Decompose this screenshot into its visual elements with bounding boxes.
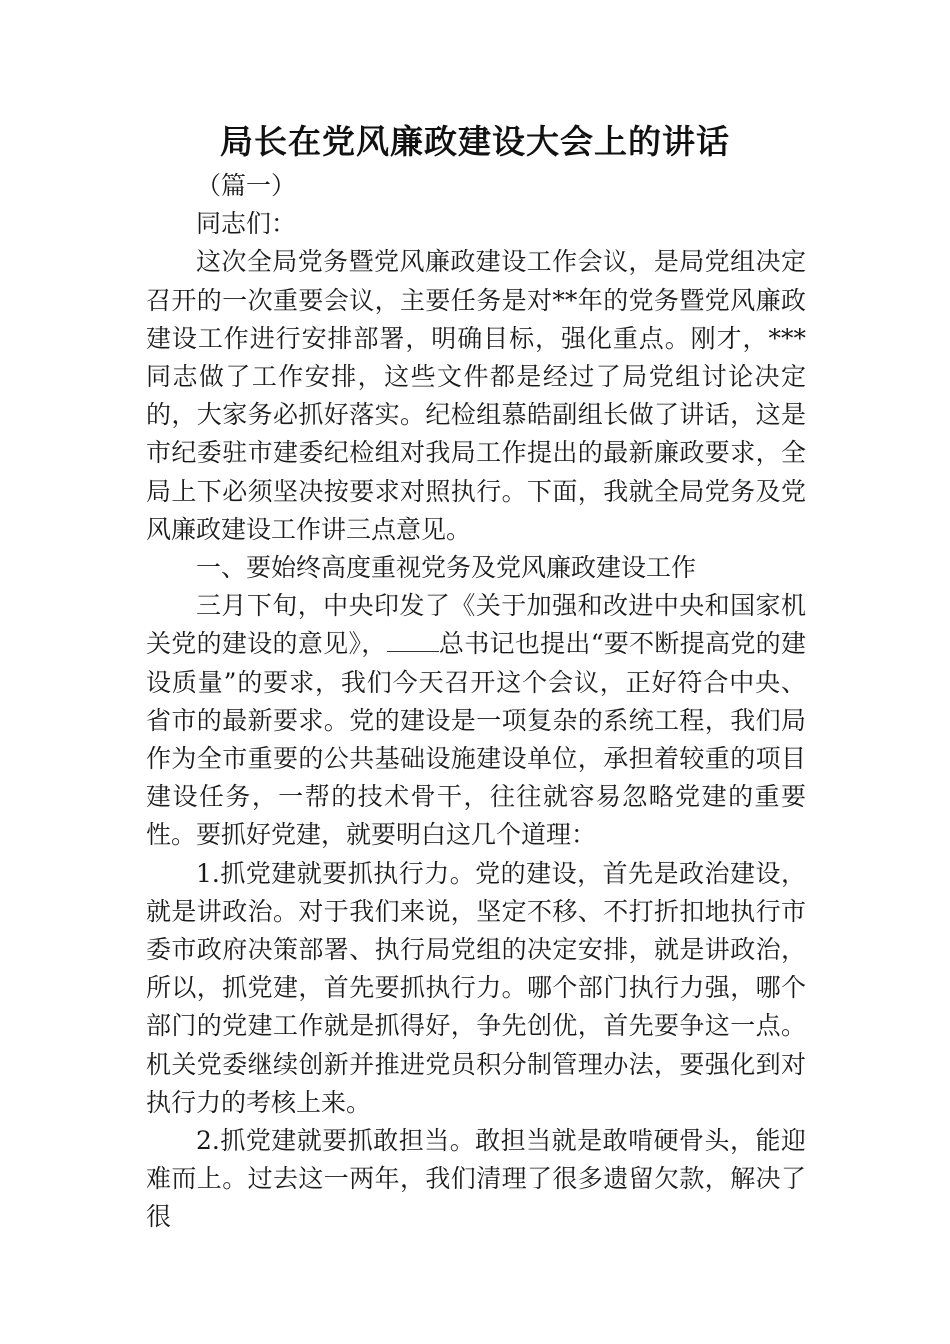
body-paragraph: 2.抓党建就要抓敢担当。敢担当就是敢啃硬骨头，能迎难而上。过去这一两年，我们清理了很多遗留欠款，解决了很 [146,1126,806,1232]
paragraph-text: 总书记也提出“要不断提高党的建设质量”的要求，我们今天召开这个会议，正好符合中央、省市的最新要求。党的建设是一项复杂的系统工程，我们局作为全市重要的公共基础设施建设单位，承担着较重的项目建设任务，一帮的技术骨干，往往就容易忽略党建的重要性。要抓好党建，就要明白这几个道理： [146,629,806,850]
paragraph-text: 三月下旬，中央印发了《关于加强和改进中央和国家机关党的建设的意见》， [146,591,806,659]
body-paragraph [146,587,806,854]
section-heading: 一、要始终高度重视党务及党风廉政建设工作 [196,553,697,583]
document-body [146,167,806,1237]
fill-in-blank [387,629,439,652]
body-paragraph: 这次全局党务暨党风廉政建设工作会议，是局党组决定召开的一次重要会议，主要任务是对**年的党务暨党风廉政建设工作进行安排部署，明确目标，强化重点。刚才，***同志做了工作安排，这些文件都是经过了局党组讨论决定的，大家务必抓好落实。纪检组慕皓副组长做了讲话，这是市纪委驻市建委纪检组对我局工作提出的最新廉政要求，全局上下必须坚决按要求对照执行。下面，我就全局党务及党风廉政建设工作讲三点意见。 [146,247,806,544]
salutation: 同志们： [196,209,297,239]
body-paragraph: 1.抓党建就要抓执行力。党的建设，首先是政治建设，就是讲政治。对于我们来说，坚定不移、不打折扣地执行市委市政府决策部署、执行局党组的决定安排，就是讲政治，所以，抓党建，首先要抓执行力。哪个部门执行力强，哪个部门的党建工作就是抓得好，争先创优，首先要争这一点。机关党委继续创新并推进党员积分制管理办法，要强化到对执行力的考核上来。 [146,858,806,1117]
section-label: （篇一） [196,171,297,200]
document-title: 局长在党风廉政建设大会上的讲话 [220,122,730,161]
